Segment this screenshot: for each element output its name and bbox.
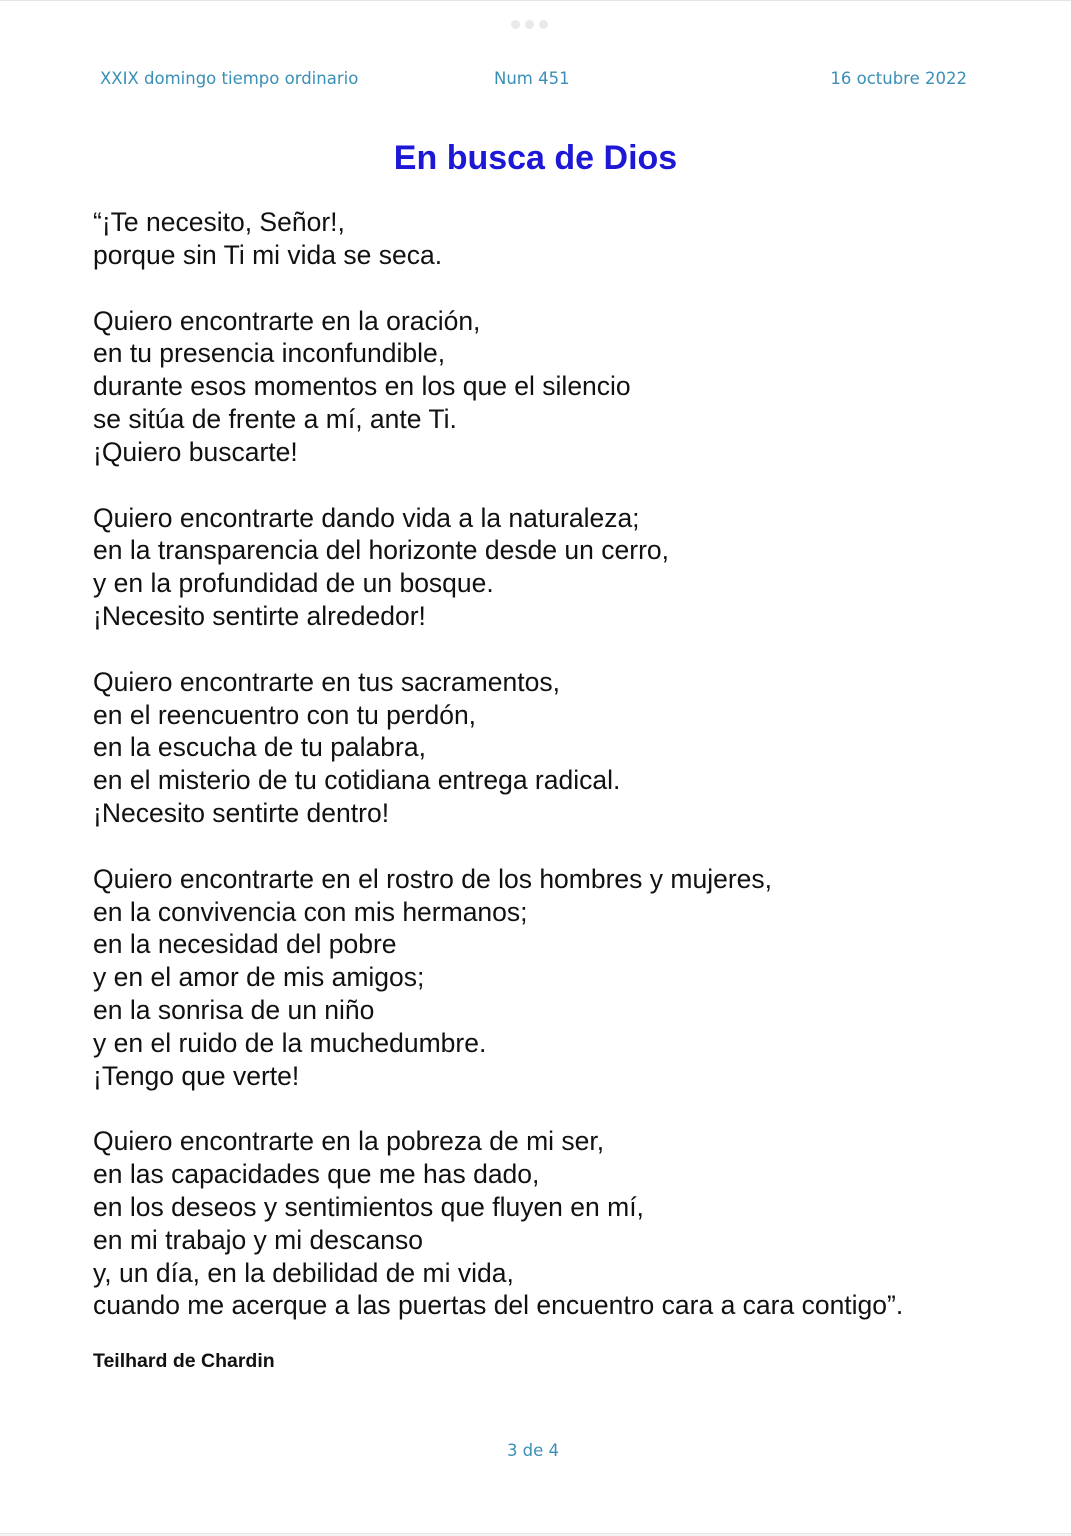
poem-line: ¡Tengo que verte! (93, 1060, 300, 1091)
poem-line: Quiero encontrarte en tus sacramentos, (93, 666, 560, 697)
poem-line: cuando me acerque a las puertas del encuentro cara a cara contigo”. (93, 1290, 904, 1321)
poem-line: Quiero encontrarte en el rostro de los hombres y mujeres, (93, 863, 773, 894)
page-title: En busca de Dios (393, 139, 678, 177)
page-indicator: 3 de 4 (506, 1441, 560, 1460)
poem-line: durante esos momentos en los que el silencio (93, 371, 631, 402)
poem-line: y en la profundidad de un bosque. (93, 568, 494, 599)
header-date: 16 octubre 2022 (830, 69, 967, 88)
poem-line: y, un día, en la debilidad de mi vida, (93, 1257, 514, 1288)
stanza (93, 863, 1023, 1093)
poem-line: Quiero encontrarte dando vida a la naturaleza; (93, 502, 640, 533)
author-signature: Teilhard de Chardin (93, 1350, 275, 1372)
poem-line: en el reencuentro con tu perdón, (93, 699, 477, 730)
dot (539, 20, 548, 29)
poem-line: en tu presencia inconfundible, (93, 338, 446, 369)
poem-line: en la transparencia del horizonte desde un cerro, (93, 535, 669, 566)
poem-line: en la necesidad del pobre (93, 929, 397, 960)
stanza (93, 666, 1023, 830)
stanza (93, 502, 1023, 633)
poem-line: en mi trabajo y mi descanso (93, 1224, 423, 1255)
dot (525, 20, 534, 29)
stanza (93, 206, 1023, 272)
more-options-icon[interactable] (511, 20, 548, 29)
header-liturgical-day: XXIX domingo tiempo ordinario (100, 69, 359, 88)
poem-line: “¡Te necesito, Señor!, (93, 207, 345, 237)
stanza (93, 305, 1023, 469)
poem-line: ¡Necesito sentirte dentro! (93, 797, 390, 828)
stanza (93, 1125, 1023, 1322)
poem-line: y en el amor de mis amigos; (93, 962, 425, 993)
poem-line: ¡Necesito sentirte alrededor! (93, 600, 426, 631)
poem-line: porque sin Ti mi vida se seca. (93, 239, 443, 270)
dot (511, 20, 520, 29)
poem-line: en la convivencia con mis hermanos; (93, 896, 528, 927)
header-issue-number: Num 451 (494, 69, 570, 88)
poem-line: en la escucha de tu palabra, (93, 732, 426, 763)
poem-line: en las capacidades que me has dado, (93, 1159, 540, 1190)
poem-line: se sitúa de frente a mí, ante Ti. (93, 403, 457, 434)
poem-line: en la sonrisa de un niño (93, 994, 375, 1025)
poem-body (93, 206, 1023, 1355)
poem-line: Quiero encontrarte en la pobreza de mi ser, (93, 1126, 605, 1157)
poem-line: y en el ruido de la muchedumbre. (93, 1027, 487, 1058)
poem-line: Quiero encontrarte en la oración, (93, 305, 481, 336)
poem-line: en los deseos y sentimientos que fluyen en mí, (93, 1191, 644, 1222)
poem-line: en el misterio de tu cotidiana entrega radical. (93, 765, 621, 796)
poem-line: ¡Quiero buscarte! (93, 436, 298, 467)
